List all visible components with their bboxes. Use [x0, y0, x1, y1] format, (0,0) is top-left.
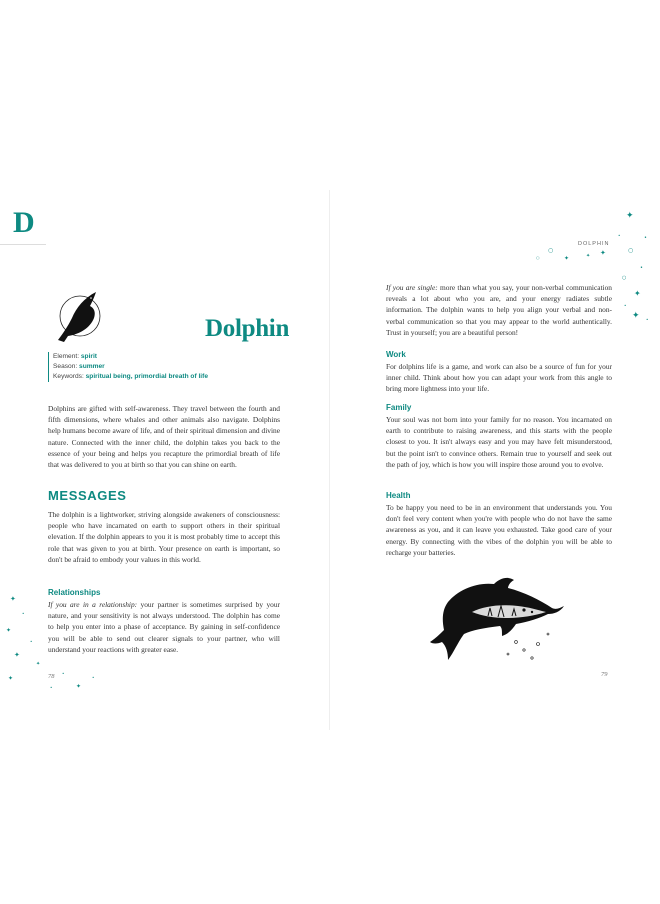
sparkle-icon: •	[92, 675, 95, 680]
sparkle-icon: ✦	[634, 289, 641, 298]
sparkle-icon: •	[624, 303, 627, 308]
single-body: more than what you say, your non-verbal communication reveals a lot about who you are, and your energy radiates subtle information. The dolphin wants to help you align your verbal and non-verbal communication so that you may appear to the world authentically. Trust in yourself; you are a beautiful person!	[386, 283, 612, 337]
season-label: Season:	[53, 363, 78, 370]
single-lead: If you are single:	[386, 283, 438, 292]
family-paragraph: Your soul was not born into your family for no reason. You incarnated on earth to contribute to raising awareness, and this starts with the people closest to you. It isn't always easy and you may have felt misunderstood, but the point isn't to convince others. Remain true to yourself and seek out the path of joy, which is how you will inspire those around you to evolve.	[386, 415, 612, 469]
health-heading: Health	[386, 491, 411, 500]
sparkle-icon: ✦	[10, 595, 16, 603]
keywords-value: spiritual being, primordial breath of life	[85, 373, 209, 380]
sparkle-icon: •	[618, 233, 621, 238]
sparkle-icon: ✦	[564, 255, 570, 262]
sparkle-icon: ○	[548, 247, 554, 254]
page-number-right: 79	[601, 671, 608, 678]
sparkle-icon: •	[62, 671, 65, 676]
keywords-label: Keywords:	[53, 373, 84, 380]
sparkle-icon: ✦	[8, 675, 14, 682]
dolphin-emblem-icon	[50, 288, 106, 344]
sparkle-icon: ○	[622, 275, 627, 281]
element-label: Element:	[53, 353, 80, 360]
sparkle-icon: ○	[628, 247, 634, 254]
health-paragraph: To be happy you need to be in an environment that understands you. You don't feel very content when you're with people who do not have the same awareness as you, and it can leave you exhausted. Take good care of your energy. By connecting with the vibes of the dolphin you will be able to recharge your batteries.	[386, 503, 612, 557]
work-paragraph: For dolphins life is a game, and work can also be a source of fun for your inner child. Think about how you can adapt your work from this angle to bring more lightness into your life.	[386, 362, 612, 394]
family-heading: Family	[386, 403, 412, 412]
sparkle-icon: •	[646, 317, 649, 322]
chapter-tab-line	[0, 244, 46, 245]
sparkle-icon: ✦	[626, 211, 634, 221]
relationships-paragraph	[48, 599, 280, 655]
meta-season	[53, 362, 208, 372]
sparkle-icon: •	[640, 265, 643, 271]
sparkle-icon: ✦	[586, 253, 591, 259]
relationships-heading: Relationships	[48, 588, 101, 597]
sparkle-icon: •	[30, 639, 33, 644]
sparkle-icon: ✦	[6, 627, 12, 634]
sparkle-icon: ✦	[36, 661, 41, 667]
single-paragraph	[386, 282, 612, 338]
sparkle-icon: ○	[536, 255, 540, 260]
messages-paragraph: The dolphin is a lightworker, striving alongside awakeners of consciousness: people who have incarnated on earth to support others in their spiritual elevation. If the dolphin appears to you it is most probably time to accept this role that was given to you at birth. Your presence on earth is important, so don't be afraid to embody your values in this world.	[48, 510, 280, 564]
animal-meta	[48, 352, 208, 382]
messages-heading: MESSAGES	[48, 488, 127, 503]
sparkle-icon: ✦	[14, 651, 20, 659]
sparkle-icon: ✦	[600, 249, 606, 257]
running-head: DOLPHIN	[578, 241, 610, 247]
meta-element	[53, 352, 208, 362]
work-heading: Work	[386, 350, 406, 359]
sparkle-icon: •	[50, 685, 53, 690]
element-value: spirit	[80, 353, 97, 360]
sparkle-icon: ✦	[632, 311, 640, 321]
sparkle-icon: ✦	[76, 683, 82, 690]
sparkle-icon: •	[644, 235, 647, 241]
intro-paragraph: Dolphins are gifted with self-awareness. They travel between the fourth and fifth dimensions, where whales and other animals also navigate. Dolphins help humans become aware of life, and of their spiritual dimension and divine nature. Connected with the inner child, the dolphin takes you back to the essence of your being and helps you recapture the primordial breath of life that was delivered to you at birth so that you can shine on earth.	[48, 404, 280, 470]
chapter-letter: D	[13, 206, 35, 239]
page-number-left: 78	[48, 673, 55, 680]
relationships-lead: If you are in a relationship:	[48, 600, 138, 609]
meta-keywords	[53, 372, 208, 382]
dolphin-illustration	[428, 572, 568, 666]
sparkle-icon: •	[22, 611, 25, 616]
page-title: Dolphin	[205, 315, 290, 342]
season-value: summer	[79, 363, 105, 370]
relationships-body: your partner is sometimes surprised by your nature, and your sensitivity is not always understood. The dolphin has come to help you enter into a phase of acceptance. By gaining in self-confidence you will be able to send out clearer signals to your partner, who will understand your reactions with greater ease.	[48, 600, 281, 654]
